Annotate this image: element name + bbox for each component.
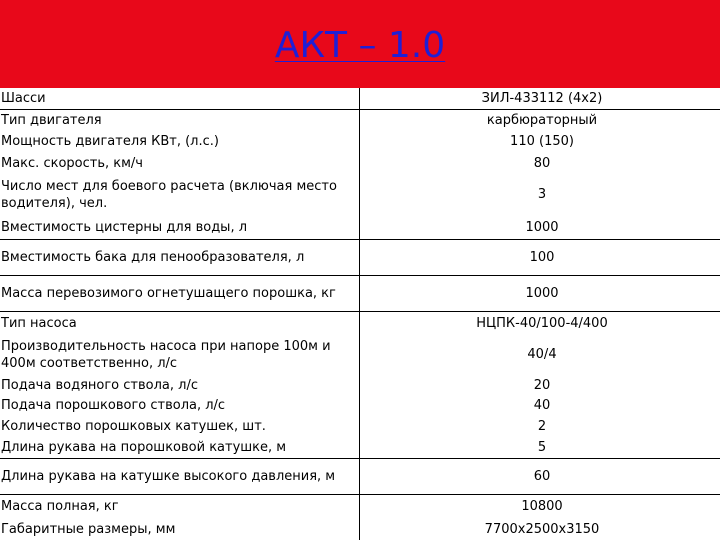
table-row (0, 458, 720, 495)
param-cell: Вместимость цистерны для воды, л (0, 216, 360, 240)
table-row (0, 416, 720, 436)
value-cell: 20 (533, 378, 551, 393)
value-cell: 40 (533, 398, 551, 414)
value-cell: 10800 (521, 499, 563, 515)
value-cell: 110 (150) (510, 134, 574, 150)
param-cell: Количество порошковых катушек, шт. (0, 416, 360, 436)
slide-title: АКТ – 1.0 (274, 25, 446, 66)
param-cell: Число мест для боевого расчета (включая место водителя), чел. (0, 174, 360, 216)
param-cell: Длина рукава на катушке высокого давления, м (0, 458, 360, 495)
table-row (0, 174, 720, 216)
param-cell: Макс. скорость, км/ч (0, 152, 360, 173)
value-cell: 1000 (360, 216, 720, 240)
table-row (0, 88, 720, 109)
value-cell: НЦПК-40/100-4/400 (476, 315, 608, 331)
value-cell: 1000 (360, 275, 720, 312)
param-cell: Габаритные размеры, мм (0, 518, 360, 540)
value-cell: 7700х2500х3150 (484, 521, 600, 537)
table-row (0, 334, 720, 375)
param-cell: Тип насоса (0, 312, 360, 334)
param-cell: Мощность двигателя КВт, (л.с.) (0, 131, 360, 152)
table-row (0, 275, 720, 312)
table-row (0, 216, 720, 240)
param-cell: Длина рукава на порошковой катушке, м (0, 437, 360, 458)
table-row (0, 152, 720, 173)
value-cell: 3 (537, 187, 547, 203)
param-cell: Вместимость бака для пенообразователя, л (0, 239, 360, 275)
param-cell: Тип двигателя (0, 109, 360, 130)
value-cell: карбюраторный (486, 112, 598, 128)
table-row (0, 495, 720, 519)
param-cell: Производительность насоса при напоре 100м и 400м соответственно, л/с (0, 334, 360, 375)
table-row (0, 396, 720, 416)
table-row (0, 312, 720, 334)
table-row (0, 437, 720, 458)
table-row (0, 109, 720, 130)
spec-table (0, 88, 720, 540)
param-cell: Подача водяного ствола, л/с (0, 375, 360, 395)
param-cell: Масса полная, кг (0, 495, 360, 519)
table-row (0, 518, 720, 540)
table-row (0, 239, 720, 275)
value-cell: 40/4 (527, 347, 557, 363)
param-cell: Шасси (0, 88, 360, 109)
value-cell: 2 (537, 418, 547, 434)
param-cell: Масса перевозимого огнетушащего порошка, кг (0, 275, 360, 312)
value-cell: 60 (360, 458, 720, 495)
value-cell: 80 (533, 155, 551, 171)
value-cell: 100 (360, 239, 720, 275)
param-cell: Подача порошкового ствола, л/с (0, 396, 360, 416)
table-row (0, 375, 720, 395)
value-cell: 5 (360, 437, 720, 458)
table-row (0, 131, 720, 152)
value-cell: ЗИЛ-433112 (4х2) (360, 88, 720, 109)
